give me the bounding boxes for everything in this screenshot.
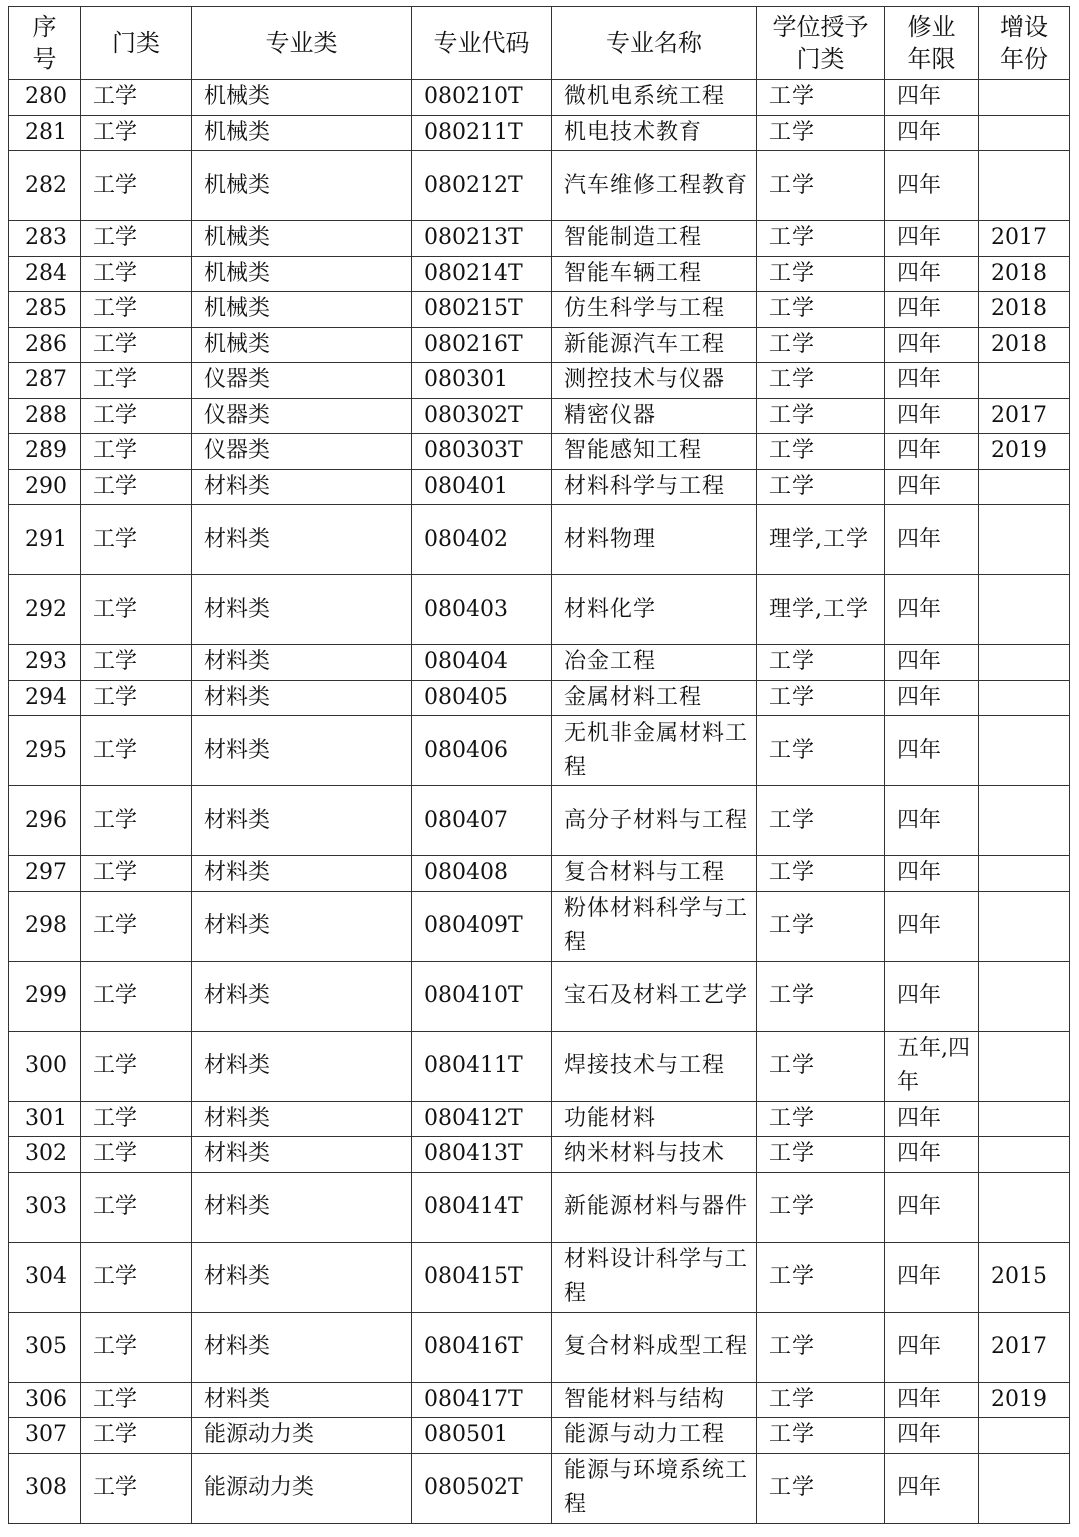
cell-duration: 四年 bbox=[885, 221, 979, 257]
cell-discipline: 材料类 bbox=[192, 1137, 412, 1173]
cell-major-name: 能源与动力工程 bbox=[552, 1418, 757, 1454]
cell-category: 工学 bbox=[81, 327, 192, 363]
cell-duration: 四年 bbox=[885, 1137, 979, 1173]
cell-degree: 工学 bbox=[757, 1031, 885, 1101]
header-code: 专业代码 bbox=[412, 7, 552, 80]
cell-major-name: 复合材料成型工程 bbox=[552, 1312, 757, 1382]
cell-duration: 四年 bbox=[885, 256, 979, 292]
cell-duration: 四年 bbox=[885, 1312, 979, 1382]
cell-index: 282 bbox=[9, 151, 81, 221]
cell-duration: 四年 bbox=[885, 363, 979, 399]
cell-index: 283 bbox=[9, 221, 81, 257]
cell-degree: 工学 bbox=[757, 221, 885, 257]
cell-code: 080417T bbox=[412, 1382, 552, 1418]
cell-degree: 工学 bbox=[757, 151, 885, 221]
cell-code: 080410T bbox=[412, 961, 552, 1031]
cell-code: 080409T bbox=[412, 891, 552, 961]
cell-major-name: 智能材料与结构 bbox=[552, 1382, 757, 1418]
cell-category: 工学 bbox=[81, 1453, 192, 1523]
cell-category: 工学 bbox=[81, 891, 192, 961]
cell-year-added bbox=[979, 115, 1070, 151]
cell-degree: 理学,工学 bbox=[757, 505, 885, 575]
cell-category: 工学 bbox=[81, 856, 192, 892]
cell-year-added bbox=[979, 680, 1070, 716]
cell-degree: 工学 bbox=[757, 292, 885, 328]
cell-discipline: 材料类 bbox=[192, 961, 412, 1031]
cell-degree: 工学 bbox=[757, 1453, 885, 1523]
cell-category: 工学 bbox=[81, 1382, 192, 1418]
cell-discipline: 材料类 bbox=[192, 1172, 412, 1242]
cell-index: 302 bbox=[9, 1137, 81, 1173]
cell-index: 280 bbox=[9, 80, 81, 116]
cell-year-added bbox=[979, 645, 1070, 681]
table-row bbox=[9, 1453, 1070, 1523]
cell-year-added bbox=[979, 1137, 1070, 1173]
cell-major-name: 智能感知工程 bbox=[552, 434, 757, 470]
cell-category: 工学 bbox=[81, 256, 192, 292]
cell-discipline: 材料类 bbox=[192, 680, 412, 716]
cell-discipline: 材料类 bbox=[192, 1382, 412, 1418]
cell-discipline: 材料类 bbox=[192, 575, 412, 645]
cell-degree: 工学 bbox=[757, 256, 885, 292]
table-row bbox=[9, 469, 1070, 505]
cell-year-added bbox=[979, 961, 1070, 1031]
cell-code: 080502T bbox=[412, 1453, 552, 1523]
cell-degree: 工学 bbox=[757, 856, 885, 892]
cell-index: 290 bbox=[9, 469, 81, 505]
cell-category: 工学 bbox=[81, 505, 192, 575]
cell-major-name: 材料科学与工程 bbox=[552, 469, 757, 505]
table-row bbox=[9, 363, 1070, 399]
cell-category: 工学 bbox=[81, 363, 192, 399]
table-row bbox=[9, 221, 1070, 257]
cell-index: 294 bbox=[9, 680, 81, 716]
cell-code: 080215T bbox=[412, 292, 552, 328]
cell-degree: 工学 bbox=[757, 469, 885, 505]
cell-category: 工学 bbox=[81, 115, 192, 151]
cell-year-added: 2018 bbox=[979, 256, 1070, 292]
cell-code: 080302T bbox=[412, 398, 552, 434]
cell-code: 080404 bbox=[412, 645, 552, 681]
cell-degree: 工学 bbox=[757, 786, 885, 856]
cell-index: 296 bbox=[9, 786, 81, 856]
cell-code: 080414T bbox=[412, 1172, 552, 1242]
cell-category: 工学 bbox=[81, 469, 192, 505]
cell-duration: 四年 bbox=[885, 716, 979, 786]
cell-discipline: 材料类 bbox=[192, 856, 412, 892]
cell-index: 301 bbox=[9, 1101, 81, 1137]
cell-duration: 四年 bbox=[885, 1453, 979, 1523]
cell-category: 工学 bbox=[81, 1242, 192, 1312]
cell-major-name: 材料物理 bbox=[552, 505, 757, 575]
cell-major-name: 精密仪器 bbox=[552, 398, 757, 434]
cell-index: 291 bbox=[9, 505, 81, 575]
cell-category: 工学 bbox=[81, 292, 192, 328]
cell-index: 293 bbox=[9, 645, 81, 681]
table-row bbox=[9, 575, 1070, 645]
cell-degree: 工学 bbox=[757, 1418, 885, 1454]
cell-degree: 工学 bbox=[757, 1137, 885, 1173]
cell-year-added: 2017 bbox=[979, 398, 1070, 434]
cell-discipline: 材料类 bbox=[192, 645, 412, 681]
cell-degree: 工学 bbox=[757, 961, 885, 1031]
cell-year-added: 2019 bbox=[979, 434, 1070, 470]
cell-code: 080408 bbox=[412, 856, 552, 892]
cell-discipline: 材料类 bbox=[192, 1242, 412, 1312]
cell-category: 工学 bbox=[81, 398, 192, 434]
cell-index: 300 bbox=[9, 1031, 81, 1101]
cell-category: 工学 bbox=[81, 1031, 192, 1101]
table-row bbox=[9, 716, 1070, 786]
cell-index: 299 bbox=[9, 961, 81, 1031]
cell-discipline: 能源动力类 bbox=[192, 1453, 412, 1523]
table-row bbox=[9, 1382, 1070, 1418]
cell-year-added bbox=[979, 1031, 1070, 1101]
cell-degree: 工学 bbox=[757, 363, 885, 399]
cell-index: 287 bbox=[9, 363, 81, 399]
cell-degree: 工学 bbox=[757, 434, 885, 470]
cell-year-added bbox=[979, 786, 1070, 856]
cell-major-name: 智能车辆工程 bbox=[552, 256, 757, 292]
cell-discipline: 机械类 bbox=[192, 151, 412, 221]
cell-discipline: 材料类 bbox=[192, 1312, 412, 1382]
cell-duration: 四年 bbox=[885, 115, 979, 151]
cell-category: 工学 bbox=[81, 961, 192, 1031]
cell-year-added: 2017 bbox=[979, 221, 1070, 257]
cell-degree: 工学 bbox=[757, 891, 885, 961]
cell-duration: 四年 bbox=[885, 398, 979, 434]
cell-degree: 工学 bbox=[757, 680, 885, 716]
cell-discipline: 机械类 bbox=[192, 80, 412, 116]
cell-index: 306 bbox=[9, 1382, 81, 1418]
cell-duration: 四年 bbox=[885, 645, 979, 681]
table-row bbox=[9, 80, 1070, 116]
cell-year-added bbox=[979, 1418, 1070, 1454]
cell-discipline: 材料类 bbox=[192, 505, 412, 575]
cell-duration: 四年 bbox=[885, 856, 979, 892]
cell-major-name: 复合材料与工程 bbox=[552, 856, 757, 892]
header-major-name: 专业名称 bbox=[552, 7, 757, 80]
cell-discipline: 机械类 bbox=[192, 115, 412, 151]
cell-year-added bbox=[979, 1453, 1070, 1523]
cell-major-name: 汽车维修工程教育 bbox=[552, 151, 757, 221]
cell-year-added bbox=[979, 856, 1070, 892]
cell-year-added: 2015 bbox=[979, 1242, 1070, 1312]
cell-discipline: 机械类 bbox=[192, 256, 412, 292]
table-row bbox=[9, 151, 1070, 221]
table-row bbox=[9, 1031, 1070, 1101]
table-row bbox=[9, 505, 1070, 575]
cell-major-name: 无机非金属材料工程 bbox=[552, 716, 757, 786]
cell-major-name: 金属材料工程 bbox=[552, 680, 757, 716]
cell-category: 工学 bbox=[81, 1101, 192, 1137]
cell-major-name: 冶金工程 bbox=[552, 645, 757, 681]
cell-major-name: 功能材料 bbox=[552, 1101, 757, 1137]
header-duration: 修业年限 bbox=[885, 7, 979, 80]
cell-degree: 工学 bbox=[757, 327, 885, 363]
cell-index: 295 bbox=[9, 716, 81, 786]
cell-duration: 四年 bbox=[885, 469, 979, 505]
cell-discipline: 仪器类 bbox=[192, 398, 412, 434]
cell-duration: 五年,四年 bbox=[885, 1031, 979, 1101]
cell-year-added bbox=[979, 575, 1070, 645]
cell-index: 288 bbox=[9, 398, 81, 434]
cell-degree: 理学,工学 bbox=[757, 575, 885, 645]
cell-index: 285 bbox=[9, 292, 81, 328]
cell-code: 080402 bbox=[412, 505, 552, 575]
cell-code: 080407 bbox=[412, 786, 552, 856]
table-row bbox=[9, 645, 1070, 681]
cell-major-name: 材料设计科学与工程 bbox=[552, 1242, 757, 1312]
cell-category: 工学 bbox=[81, 1137, 192, 1173]
table-row bbox=[9, 1101, 1070, 1137]
table-row bbox=[9, 256, 1070, 292]
cell-duration: 四年 bbox=[885, 786, 979, 856]
cell-degree: 工学 bbox=[757, 1382, 885, 1418]
cell-year-added bbox=[979, 469, 1070, 505]
cell-category: 工学 bbox=[81, 786, 192, 856]
table-body bbox=[9, 80, 1070, 1524]
cell-year-added bbox=[979, 1172, 1070, 1242]
table-row bbox=[9, 786, 1070, 856]
cell-category: 工学 bbox=[81, 716, 192, 786]
cell-major-name: 新能源材料与器件 bbox=[552, 1172, 757, 1242]
cell-major-name: 材料化学 bbox=[552, 575, 757, 645]
cell-category: 工学 bbox=[81, 1418, 192, 1454]
cell-discipline: 机械类 bbox=[192, 327, 412, 363]
cell-discipline: 材料类 bbox=[192, 786, 412, 856]
cell-major-name: 微机电系统工程 bbox=[552, 80, 757, 116]
cell-duration: 四年 bbox=[885, 1242, 979, 1312]
cell-discipline: 机械类 bbox=[192, 292, 412, 328]
table-row bbox=[9, 961, 1070, 1031]
cell-year-added bbox=[979, 505, 1070, 575]
table-row bbox=[9, 115, 1070, 151]
cell-duration: 四年 bbox=[885, 1418, 979, 1454]
cell-code: 080403 bbox=[412, 575, 552, 645]
cell-code: 080213T bbox=[412, 221, 552, 257]
cell-index: 292 bbox=[9, 575, 81, 645]
cell-year-added bbox=[979, 891, 1070, 961]
cell-discipline: 能源动力类 bbox=[192, 1418, 412, 1454]
cell-category: 工学 bbox=[81, 575, 192, 645]
cell-category: 工学 bbox=[81, 645, 192, 681]
cell-code: 080413T bbox=[412, 1137, 552, 1173]
cell-major-name: 焊接技术与工程 bbox=[552, 1031, 757, 1101]
cell-category: 工学 bbox=[81, 680, 192, 716]
cell-code: 080301 bbox=[412, 363, 552, 399]
cell-index: 297 bbox=[9, 856, 81, 892]
cell-code: 080406 bbox=[412, 716, 552, 786]
cell-major-name: 粉体材料科学与工程 bbox=[552, 891, 757, 961]
cell-duration: 四年 bbox=[885, 434, 979, 470]
table-row bbox=[9, 891, 1070, 961]
cell-degree: 工学 bbox=[757, 1312, 885, 1382]
cell-year-added bbox=[979, 716, 1070, 786]
cell-discipline: 材料类 bbox=[192, 469, 412, 505]
table-row bbox=[9, 1172, 1070, 1242]
cell-duration: 四年 bbox=[885, 961, 979, 1031]
cell-category: 工学 bbox=[81, 434, 192, 470]
cell-duration: 四年 bbox=[885, 575, 979, 645]
cell-discipline: 材料类 bbox=[192, 891, 412, 961]
cell-index: 303 bbox=[9, 1172, 81, 1242]
cell-major-name: 新能源汽车工程 bbox=[552, 327, 757, 363]
cell-duration: 四年 bbox=[885, 505, 979, 575]
cell-year-added bbox=[979, 151, 1070, 221]
cell-code: 080401 bbox=[412, 469, 552, 505]
cell-major-name: 仿生科学与工程 bbox=[552, 292, 757, 328]
cell-duration: 四年 bbox=[885, 1101, 979, 1137]
table-row bbox=[9, 1137, 1070, 1173]
table-row bbox=[9, 398, 1070, 434]
cell-duration: 四年 bbox=[885, 680, 979, 716]
cell-code: 080501 bbox=[412, 1418, 552, 1454]
cell-code: 080210T bbox=[412, 80, 552, 116]
cell-code: 080216T bbox=[412, 327, 552, 363]
cell-major-name: 宝石及材料工艺学 bbox=[552, 961, 757, 1031]
table-row bbox=[9, 856, 1070, 892]
cell-index: 284 bbox=[9, 256, 81, 292]
cell-index: 305 bbox=[9, 1312, 81, 1382]
cell-index: 298 bbox=[9, 891, 81, 961]
table-row bbox=[9, 292, 1070, 328]
cell-discipline: 仪器类 bbox=[192, 434, 412, 470]
cell-year-added bbox=[979, 80, 1070, 116]
table-row bbox=[9, 327, 1070, 363]
cell-year-added: 2019 bbox=[979, 1382, 1070, 1418]
cell-index: 281 bbox=[9, 115, 81, 151]
cell-category: 工学 bbox=[81, 221, 192, 257]
cell-duration: 四年 bbox=[885, 327, 979, 363]
header-year-added: 增设年份 bbox=[979, 7, 1070, 80]
cell-major-name: 高分子材料与工程 bbox=[552, 786, 757, 856]
table-row bbox=[9, 1418, 1070, 1454]
cell-degree: 工学 bbox=[757, 1242, 885, 1312]
cell-code: 080412T bbox=[412, 1101, 552, 1137]
cell-duration: 四年 bbox=[885, 891, 979, 961]
cell-category: 工学 bbox=[81, 151, 192, 221]
cell-year-added bbox=[979, 1101, 1070, 1137]
table-row bbox=[9, 1312, 1070, 1382]
cell-discipline: 仪器类 bbox=[192, 363, 412, 399]
cell-code: 080214T bbox=[412, 256, 552, 292]
cell-index: 307 bbox=[9, 1418, 81, 1454]
header-index: 序号 bbox=[9, 7, 81, 80]
cell-index: 289 bbox=[9, 434, 81, 470]
header-degree: 学位授予门类 bbox=[757, 7, 885, 80]
cell-degree: 工学 bbox=[757, 645, 885, 681]
cell-index: 304 bbox=[9, 1242, 81, 1312]
cell-category: 工学 bbox=[81, 1172, 192, 1242]
cell-code: 080405 bbox=[412, 680, 552, 716]
cell-year-added: 2017 bbox=[979, 1312, 1070, 1382]
cell-degree: 工学 bbox=[757, 716, 885, 786]
table-row bbox=[9, 680, 1070, 716]
majors-table bbox=[8, 6, 1070, 1524]
cell-degree: 工学 bbox=[757, 398, 885, 434]
cell-index: 286 bbox=[9, 327, 81, 363]
cell-degree: 工学 bbox=[757, 1172, 885, 1242]
table-row bbox=[9, 434, 1070, 470]
table-row bbox=[9, 1242, 1070, 1312]
cell-discipline: 材料类 bbox=[192, 1031, 412, 1101]
cell-duration: 四年 bbox=[885, 80, 979, 116]
cell-code: 080212T bbox=[412, 151, 552, 221]
cell-degree: 工学 bbox=[757, 80, 885, 116]
cell-major-name: 纳米材料与技术 bbox=[552, 1137, 757, 1173]
cell-duration: 四年 bbox=[885, 1382, 979, 1418]
cell-degree: 工学 bbox=[757, 115, 885, 151]
header-discipline: 专业类 bbox=[192, 7, 412, 80]
cell-major-name: 智能制造工程 bbox=[552, 221, 757, 257]
cell-discipline: 机械类 bbox=[192, 221, 412, 257]
header-category: 门类 bbox=[81, 7, 192, 80]
cell-index: 308 bbox=[9, 1453, 81, 1523]
cell-major-name: 测控技术与仪器 bbox=[552, 363, 757, 399]
cell-discipline: 材料类 bbox=[192, 1101, 412, 1137]
cell-year-added: 2018 bbox=[979, 327, 1070, 363]
cell-major-name: 机电技术教育 bbox=[552, 115, 757, 151]
cell-code: 080211T bbox=[412, 115, 552, 151]
cell-year-added bbox=[979, 363, 1070, 399]
cell-code: 080416T bbox=[412, 1312, 552, 1382]
cell-duration: 四年 bbox=[885, 292, 979, 328]
cell-year-added: 2018 bbox=[979, 292, 1070, 328]
cell-code: 080415T bbox=[412, 1242, 552, 1312]
cell-code: 080411T bbox=[412, 1031, 552, 1101]
cell-duration: 四年 bbox=[885, 1172, 979, 1242]
cell-code: 080303T bbox=[412, 434, 552, 470]
cell-major-name: 能源与环境系统工程 bbox=[552, 1453, 757, 1523]
cell-discipline: 材料类 bbox=[192, 716, 412, 786]
cell-category: 工学 bbox=[81, 1312, 192, 1382]
cell-category: 工学 bbox=[81, 80, 192, 116]
header-row bbox=[9, 7, 1070, 80]
cell-degree: 工学 bbox=[757, 1101, 885, 1137]
cell-duration: 四年 bbox=[885, 151, 979, 221]
